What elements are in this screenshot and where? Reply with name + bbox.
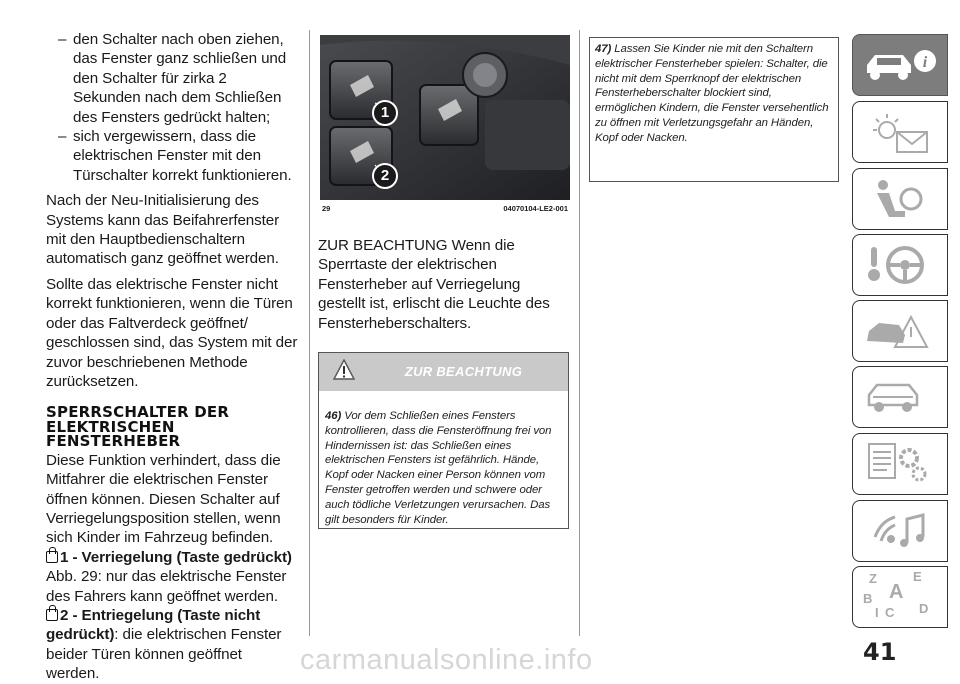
watermark: carmanualsonline.info [300, 644, 593, 676]
figure-ref-icon [46, 551, 58, 563]
tab-car-info[interactable] [852, 34, 948, 96]
car-service-icon [861, 373, 941, 421]
window-switch-figure [320, 35, 570, 200]
index-letter: A [889, 581, 904, 603]
list-item: – den Schalter nach oben ziehen, das Fenster ganz schließen und den Schalter für zirka 2 Sekunden nach dem Schließen des Fensters gedrückt halten; [46, 30, 298, 127]
airbag-seat-icon [861, 175, 941, 223]
paragraph-reinit: Nach der Neu-Initialisierung des Systems kann das Beifahrerfenster mit den Hauptbedienschaltern automatisch ganz geöffnet werden. [46, 192, 280, 268]
callout-2 [372, 163, 398, 189]
steering-wheel-icon [861, 241, 941, 289]
index-letter: D [919, 601, 929, 616]
item-unlock-text: : die elektrischen Fenster beider Türen können geöffnet werden. [46, 626, 282, 683]
index-letter: E [913, 569, 922, 584]
note-ref: 47) [595, 43, 612, 55]
multimedia-icon [861, 507, 941, 555]
item-unlock-label: 2 - Entriegelung (Taste nicht gedrückt) [46, 607, 261, 644]
column-divider [309, 30, 310, 636]
index-letter: I [875, 605, 879, 620]
paragraph-note-lock-light: ZUR BEACHTUNG Wenn die Sperrtaste der elektrischen Fensterheber auf Verriegelung gestellt ist, erlischt die Leuchte des Fensterheberschalters. [318, 237, 550, 332]
warning-title: ZUR BEACHTUNG [404, 364, 523, 379]
tab-warning-lights[interactable] [852, 101, 948, 163]
warning-note [595, 42, 833, 146]
figure-number: 29 [322, 204, 331, 213]
item-unlock [46, 606, 298, 684]
car-crash-icon [861, 307, 941, 355]
paragraph-reset: Sollte das elektrische Fenster nicht korrekt funktionieren, wenn die Türen oder das Faltverdeck geöffnet/ geschlossen sind, das System mit der zuvor beschriebenen Methode zurücksetzen. [46, 275, 298, 390]
section-heading: SPERRSCHALTER DER ELEKTRISCHEN FENSTERHEBER [46, 403, 230, 451]
warning-lights-icon [861, 108, 941, 156]
tab-emergency[interactable] [852, 300, 948, 362]
callout-1-label: 1 [380, 104, 390, 121]
svg-text:i: i [922, 54, 928, 71]
index-letter: C [885, 605, 895, 620]
tab-service[interactable] [852, 366, 948, 428]
figure-ref-icon [46, 609, 58, 621]
reset-steps-list [46, 30, 298, 185]
tab-safety[interactable] [852, 168, 948, 230]
note-ref: 46) [325, 410, 342, 422]
tab-index[interactable] [852, 566, 948, 628]
note-text: Lassen Sie Kinder nie mit den Schaltern elektrischer Fensterheber spielen: Schalter, die nicht mit dem Sperrknopf der elektrischen Fensterheberschalter blockiert sind, ermöglichen Kindern, die Fenster versehentlich zu öffnen mit Verletzungsgefahr an Händen, Kopf oder Nacken. [595, 43, 829, 144]
warning-box-children [589, 37, 839, 182]
figure-code: 04070104-LE2-001 [503, 204, 568, 213]
column-left [46, 30, 298, 684]
item-lock-text: Abb. 29: nur das elektrische Fenster des Fahrers kann geöffnet werden. [46, 568, 287, 605]
item-lock-label: 1 - Verriegelung (Taste gedrückt) [60, 548, 292, 566]
paragraph-lock-function: Diese Funktion verhindert, dass die Mitfahrer die elektrischen Fenster öffnen können. Diesen Schalter auf Verriegelungsposition stellen, wenn sich Kinder im Fahrzeug befinden. [46, 451, 281, 547]
column-divider [579, 30, 580, 636]
specs-gears-icon [861, 440, 941, 488]
page-number: 41 [863, 638, 897, 666]
callout-2-label: 2 [380, 167, 390, 184]
warning-header [319, 353, 568, 391]
item-lock [46, 548, 298, 567]
tab-multimedia[interactable] [852, 500, 948, 562]
index-letter: B [863, 591, 873, 606]
callout-1 [372, 100, 398, 126]
warning-box [318, 352, 569, 529]
tab-starting-driving[interactable] [852, 234, 948, 296]
tab-specifications[interactable] [852, 433, 948, 495]
index-letters-icon [863, 569, 937, 625]
index-letter: Z [869, 571, 877, 586]
warning-note [319, 391, 568, 527]
list-item: – sich vergewissern, dass die elektrischen Fenster mit den Türschalter korrekt funktionieren. [46, 127, 298, 185]
car-info-icon [861, 41, 941, 89]
note-text: Vor dem Schließen eines Fensters kontrollieren, dass die Fensteröffnung frei von Hindernissen ist: das Schließen eines elektrischen Fensters ist gefährlich. Hände, Kopf oder Nacken einer Person können vom Fenster getroffen werden und schwere oder auch tödliche Verletzungen verursachen. Das gilt besonders für Kinder. [325, 410, 552, 526]
window-switch-illustration [320, 35, 570, 200]
